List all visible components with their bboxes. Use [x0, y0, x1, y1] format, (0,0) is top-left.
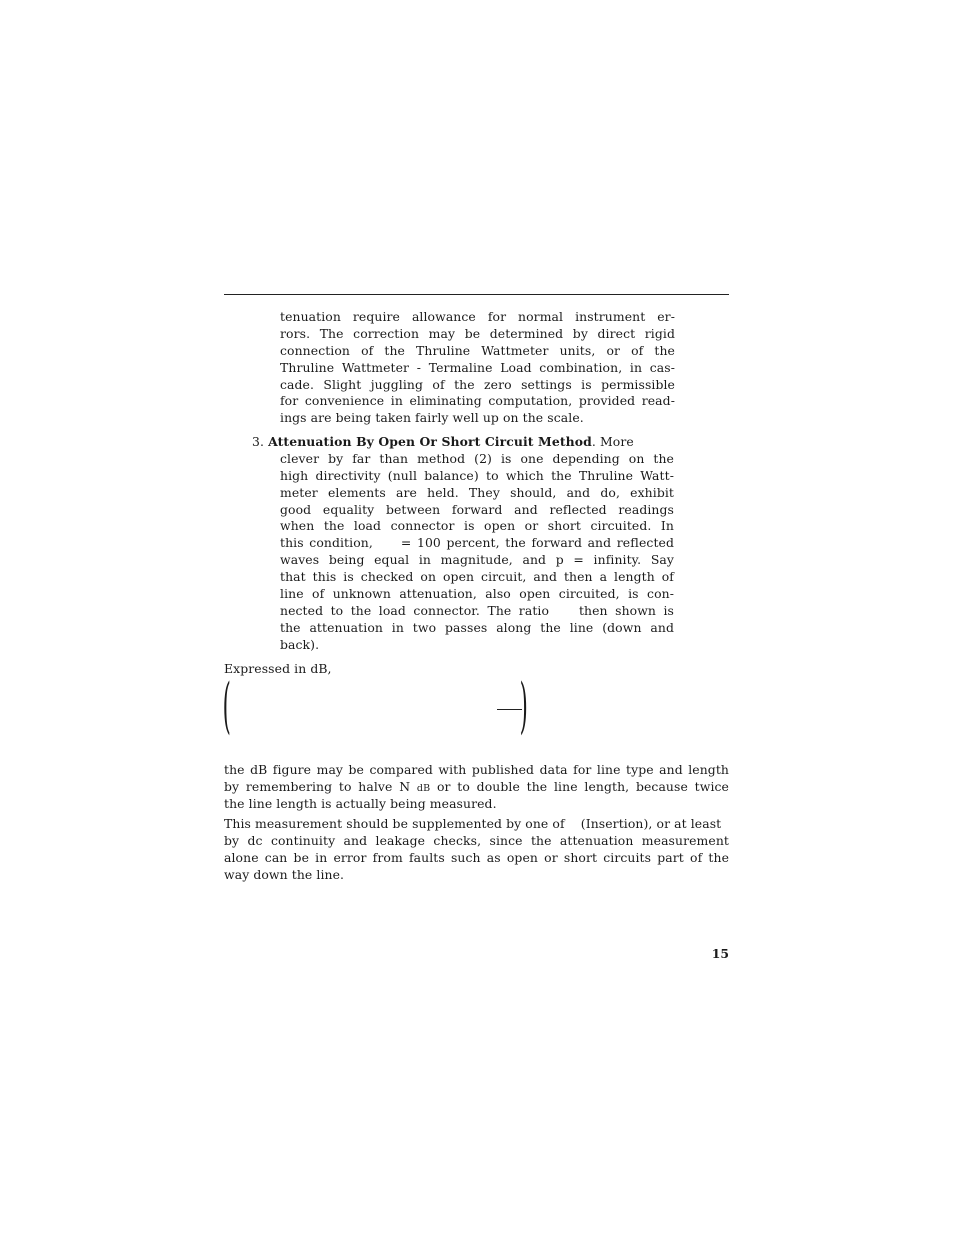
- text-line: alone can be in error from faults such as open or short circuits part of the: [224, 849, 729, 865]
- text-line: this condition, = 100 percent, the forward and reflected: [280, 535, 674, 551]
- expressed-in-db-label: [224, 661, 524, 678]
- text-line: connection of the Thruline Wattmeter units, or of the: [280, 342, 675, 358]
- text-line: back).: [280, 636, 320, 652]
- text-line: by dc continuity and leakage checks, since the attenuation measurement: [224, 832, 729, 848]
- text-line: the attenuation in two passes along the line (down and: [280, 619, 674, 635]
- text-line: nected to the load connector. The ratio then shown is: [280, 602, 674, 618]
- text-line: the dB figure may be compared with published data for line type and length: [224, 762, 729, 777]
- text-line: rors. The correction may be determined by direct rigid: [280, 325, 675, 341]
- text-line: This measurement should be supplemented by one of (Insertion), or at least: [224, 816, 722, 831]
- continuation-paragraph: [280, 309, 675, 427]
- item-number: 3.: [252, 434, 265, 449]
- equation-right-paren: ): [519, 671, 528, 741]
- text-span: or to double the line length, because twice: [430, 778, 729, 794]
- db-figure-paragraph: [224, 762, 729, 813]
- page-number: 15: [711, 946, 729, 961]
- method-3-item: [252, 434, 674, 654]
- method-3-heading: Attenuation By Open Or Short Circuit Method: [268, 434, 592, 449]
- text-line: way down the line.: [224, 866, 345, 882]
- text-line: meter elements are held. They should, and do, exhibit: [280, 484, 674, 500]
- text-line: Thruline Wattmeter - Termaline Load combination, in cas-: [280, 359, 675, 375]
- text-line-with-subscript: [224, 779, 729, 796]
- method-3-first-line-rest: . More: [591, 434, 634, 449]
- subscript-db: dB: [416, 782, 431, 794]
- method-3-first-line: [252, 434, 674, 451]
- text-line: clever by far than method (2) is one depending on the: [280, 450, 674, 466]
- supplement-paragraph: [224, 816, 729, 884]
- text-span: by remembering to halve N: [224, 778, 411, 794]
- text-line: waves being equal in magnitude, and p = infinity. Say: [280, 552, 674, 568]
- text-line: tenuation require allowance for normal instrument er-: [280, 309, 675, 324]
- text-line: for convenience in eliminating computation, provided read-: [280, 393, 675, 409]
- text-line: Expressed in dB,: [224, 661, 332, 676]
- text-line: high directivity (null balance) to which the Thruline Watt-: [280, 467, 674, 483]
- text-line: line of unknown attenuation, also open circuited, is con-: [280, 586, 674, 602]
- equation-fraction-bar: [497, 709, 522, 710]
- text-line: the line length is actually being measured.: [224, 795, 497, 811]
- equation-left-paren: (: [222, 671, 231, 741]
- text-line: when the load connector is open or short circuited. In: [280, 518, 674, 534]
- text-line: cade. Slight juggling of the zero settings is permissible: [280, 376, 675, 392]
- header-rule: [224, 294, 729, 295]
- text-line: that this is checked on open circuit, and then a length of: [280, 569, 674, 585]
- text-line: ings are being taken fairly well up on the scale.: [280, 410, 584, 426]
- text-line: good equality between forward and reflected readings: [280, 501, 674, 517]
